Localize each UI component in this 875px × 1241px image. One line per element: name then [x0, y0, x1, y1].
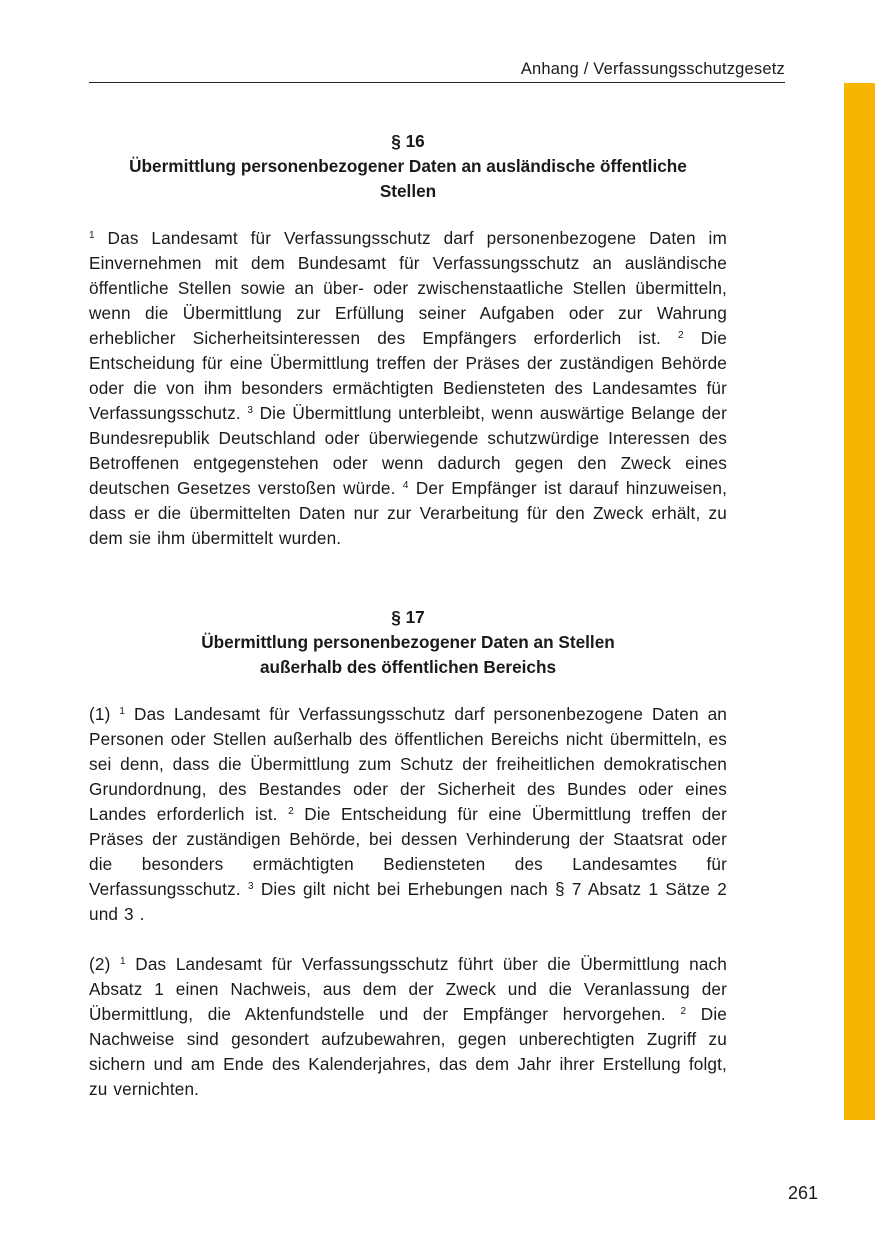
sentence-text: Die Übermittlung unterbleibt, wenn auswärtige Belange der Bundesrepublik Deutschland oder überwiegende schutzwürdige Interessen des Betroffenen entgegenstehen oder wenn dadurch gegen den Zweck eines deutschen Gesetzes verstoßen würde. — [89, 403, 728, 498]
sentence-text: Das Landesamt für Verfassungsschutz führt über die Übermittlung nach Absatz 1 einen Nachweis, aus dem der Zweck und die Veranlassung der Übermittlung, die Aktenfundstelle und der Empfänger hervorgehen. — [89, 954, 728, 1024]
section-16 — [89, 129, 727, 551]
sentence-number: 2 — [678, 330, 684, 341]
sentence-text: Das Landesamt für Verfassungsschutz darf personenbezogene Daten an Personen oder Stellen außerhalb des öffentlichen Bereichs nicht übermitteln, es sei denn, dass die Übermittlung zum Schutz der freiheitlichen demokratischen Grundordnung, des Bestandes oder der Sicherheit des Bundes oder eines Landes erforderlich ist. — [89, 704, 727, 824]
paragraph-label: (2) — [89, 954, 121, 974]
sentence-text: Die Entscheidung für eine Übermittlung treffen der Präses der zuständigen Behörde, bei dessen Verhinderung der Staatsrat oder die besonders ermächtigten Bediensteten des Landesamtes für Verfassungsschutz. — [89, 804, 727, 899]
section-17-number: § 17 — [391, 607, 425, 627]
sentence-text: Das Landesamt für Verfassungsschutz darf personenbezogene Daten im Einvernehmen mit dem Bundesamt für Verfassungsschutz an ausländische öffentliche Stellen sowie an über- oder zwischenstaatliche Stellen übermitteln, wenn die Übermittlung zur Erfüllung seiner Aufgaben oder zur Wahrung erheblicher Sicherheitsinteressen des Empfängers erforderlich ist. — [89, 228, 727, 348]
sentence-text: Die Nachweise sind gesondert aufzubewahren, gegen unberechtigten Zugriff zu sichern und am Ende des Kalenderjahres, das dem Jahr ihrer Erstellung folgt, zu vernichten. — [89, 1004, 728, 1099]
section-17-title-line2: außerhalb des öffentlichen Bereichs — [259, 657, 557, 677]
section-17 — [89, 605, 727, 1102]
sentence-number: 1 — [120, 956, 126, 967]
sentence-text: Die Entscheidung für eine Übermittlung treffen der Präses der zuständigen Behörde oder die von ihm besonders ermächtigten Bediensteten des Landesamtes für Verfassungsschutz. — [89, 328, 727, 423]
header-rule — [89, 82, 785, 83]
sentence-number: 2 — [288, 806, 294, 817]
running-header: Anhang / Verfassungsschutzgesetz — [520, 60, 785, 78]
section-16-number: § 16 — [391, 131, 425, 151]
sentence-text: Der Empfänger ist darauf hinzuweisen, dass er die übermittelten Daten nur zur Verarbeitung für den Zweck erhält, zu dem sie ihm übermittelt wurden. — [89, 478, 727, 548]
sentence-text: Dies gilt nicht bei Erhebungen nach § 7 Absatz 1 Sätze 2 und 3 . — [89, 879, 727, 924]
paragraph-label: (1) — [89, 704, 120, 724]
sentence-number: 3 — [247, 881, 254, 892]
sentence-number: 1 — [89, 230, 95, 241]
section-17-paragraph-2 — [89, 952, 727, 1102]
section-17-title-line1: Übermittlung personenbezogener Daten an Stellen — [201, 632, 615, 652]
sentence-number: 2 — [680, 1006, 687, 1017]
page-number: 261 — [787, 1183, 818, 1203]
sentence-number: 4 — [402, 480, 409, 491]
section-16-paragraph — [89, 226, 727, 551]
chapter-thumb-tab — [844, 83, 875, 1120]
section-17-paragraph-1 — [89, 702, 727, 927]
section-16-title-line1: Übermittlung personenbezogener Daten an ausländische öffentliche — [129, 156, 687, 176]
sentence-number: 1 — [119, 706, 126, 717]
sentence-number: 3 — [247, 405, 254, 416]
section-16-title-line2: Stellen — [379, 181, 437, 201]
